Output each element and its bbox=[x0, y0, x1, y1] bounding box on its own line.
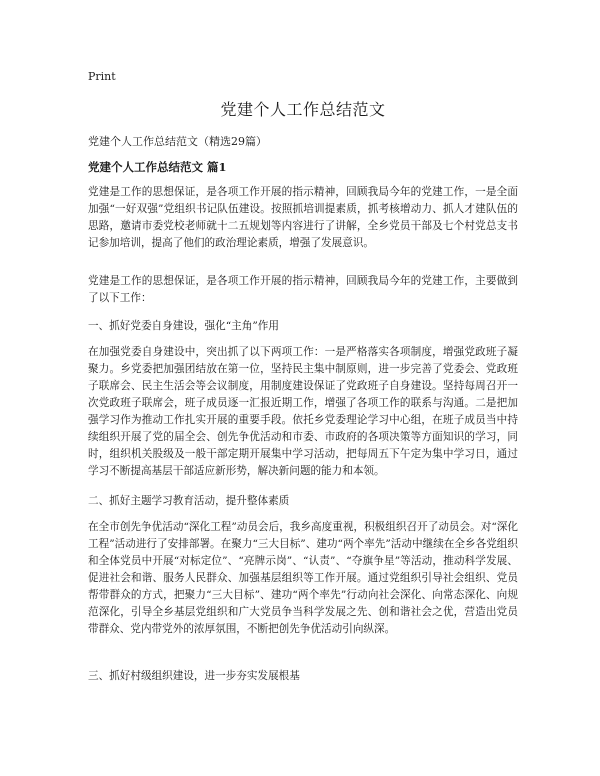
paragraph-1: 党建是工作的思想保证，是各项工作开展的指示精神，回顾我局今年的党建工作，一是全面加强“一好双强”党组织书记队伍建设。按照抓培训提素质，抓考核增动力、抓人才建队伍的思路，邀请市委党校老师就十二五规划等内容进行了讲解，全乡党员干部及七个村党总支书记参加培训，提高了他们的政治理论素质，增强了发展意识。 bbox=[88, 186, 518, 249]
paragraph-heading-2: 二、抓好主题学习教育活动，提升整体素质 bbox=[88, 495, 290, 507]
paragraph-3: 在加强党委自身建设中，突出抓了以下两项工作：一是严格落实各项制度，增强党政班子凝聚力。乡党委把加强团结放在第一位，坚持民主集中制原则，进一步完善了党委会、党政班子联席会、民主生活会等会议制度，用制度建设保证了党政班子自身建设。坚持每周召开一次党政班子联席会，班子成员逐一汇报近期工作，增强了各项工作的联系与沟通。二是把加强学习作为推动工作扎实开展的重要手段。依托乡党委理论学习中心组，在班子成员当中持续组织开展了党的届全会、创先争优活动和市委、市政府的各项决策等方面知识的学习，同时，组织机关股级及一般干部定期开展集中学习活动，把每周五下午定为集中学习日，通过学习不断提高基层干部适应新形势，解决新问题的能力和本领。 bbox=[88, 346, 518, 477]
paragraph-heading-3: 三、抓好村级组织建设，进一步夯实发展根基 bbox=[88, 670, 300, 682]
paragraph-2: 党建是工作的思想保证，是各项工作开展的指示精神，回顾我局今年的党建工作，主要做到了以下工作： bbox=[88, 275, 518, 304]
document-subtitle: 党建个人工作总结范文（精选29篇） bbox=[88, 135, 267, 148]
print-link[interactable]: Print bbox=[88, 70, 116, 83]
paragraph-4: 在全市创先争优活动“深化工程”动员会后，我乡高度重视，积极组织召开了动员会。对“深化工程”活动进行了安排部署。在聚力“三大目标”、建功“两个率先”活动中继续在全乡各党组织和全体党员中开展“对标定位”、“亮牌示岗”、“认责”、“夺旗争星”等活动，推动科学发展、促进社会和谐、服务人民群众、加强基层组织等工作开展。通过党组织引导社会组织、党员帮带群众的方式，把聚力“三大目标”、建功“两个率先”行动向社会深化、向常态深化、向规范深化，引导全乡基层党组织和广大党员争当科学发展之先、创和谐社会之优，营造出党员带群众、党内带党外的浓厚氛围，不断把创先争优活动引向纵深。 bbox=[88, 521, 518, 635]
page-title: 党建个人工作总结范文 bbox=[220, 100, 386, 119]
section-heading: 党建个人工作总结范文 篇1 bbox=[88, 160, 227, 174]
paragraph-heading-1: 一、抓好党委自身建设，强化“主角”作用 bbox=[88, 320, 279, 332]
